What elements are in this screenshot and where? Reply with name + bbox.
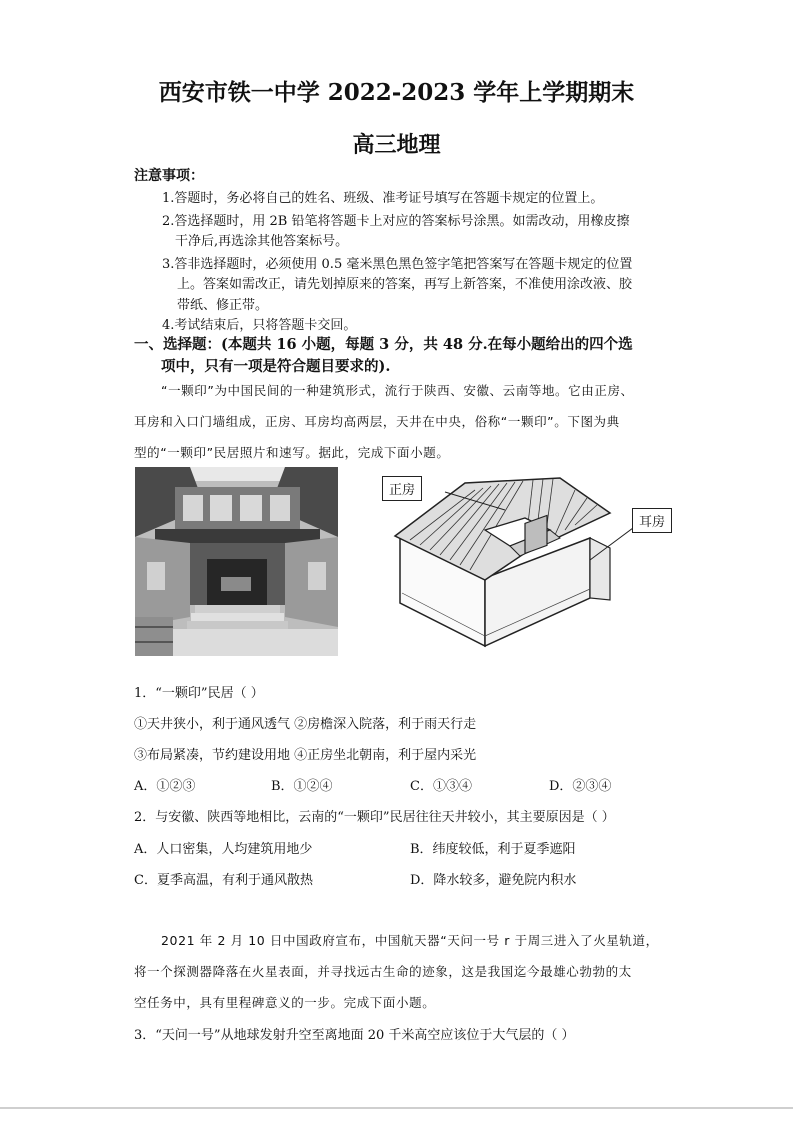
exam-title: 西安市铁一中学 2022-2023 学年上学期期末 [158,79,635,106]
passage-line: 空任务中，具有里程碑意义的一步。完成下面小题。 [134,995,436,1010]
passage-line: 型的“一颗印”民居照片和速写。据此，完成下面小题。 [134,445,450,460]
courtyard-photo [135,467,338,656]
passage-line: 将一个探测器降落在火星表面，并寻找远古生命的迹象，这是我国迄今最雄心勃勃的太 [134,964,632,979]
notice-item: 带纸、修正带。 [177,298,269,313]
question-2-stem: 2．与安徽、陕西等地相比，云南的“一颗印”民居往往天井较小，其主要原因是（ ） [134,810,615,825]
notice-item: 1.答题时，务必将自己的姓名、班级、准考证号填写在答题卡规定的位置上。 [162,191,604,206]
house-sketch-diagram [375,468,690,648]
question-1-option-b[interactable]: B．①②④ [271,779,333,794]
question-1-stem: 1．“一颗印”民居（ ） [134,686,264,701]
question-1-option-a[interactable]: A．①②③ [134,779,196,794]
question-2-option-a[interactable]: A．人口密集，人均建筑用地少 [134,842,313,857]
notice-item: 3.答非选择题时，必须使用 0.5 毫米黑色黑色签字笔把答案写在答题卡规定的位置 [162,257,633,272]
exam-subject: 高三地理 [352,132,441,158]
notice-heading: 注意事项： [134,168,204,184]
question-3-stem: 3．“天问一号”从地球发射升空至离地面 20 千米高空应该位于大气层的（ ） [134,1028,575,1043]
passage-line: 2021 年 2 月 10 日中国政府宣布，中国航天器“天问一号 r 于周三进入了火星轨道， [161,933,659,948]
passage-line: 耳房和入口门墙组成，正房、耳房均高两层，天井在中央，俗称“一颗印”。下图为典 [134,414,620,429]
passage-line: “一颗印”为中国民间的一种建筑形式，流行于陕西、安徽、云南等地。它由正房、 [161,383,634,398]
notice-item: 上。答案如需改正，请先划掉原来的答案，再写上新答案，不准使用涂改液、胶 [177,277,633,292]
label-main-room: 正房 [382,476,422,501]
question-1-option-d[interactable]: D．②③④ [549,779,612,794]
notice-item: 干净后,再选涂其他答案标号。 [175,234,349,249]
label-side-room: 耳房 [632,508,672,533]
question-1-statements: ①天井狭小，利于通风透气 ②房檐深入院落，利于雨天行走 [134,717,477,732]
question-2-option-b[interactable]: B．纬度较低，利于夏季遮阳 [410,842,576,857]
question-1-statements: ③布局紧凑，节约建设用地 ④正房坐北朝南，利于屋内采光 [134,748,477,763]
question-2-option-d[interactable]: D．降水较多，避免院内积水 [410,873,577,888]
notice-item: 4.考试结束后，只将答题卡交回。 [162,318,357,333]
section-heading: 一、选择题：(本题共 16 小题，每题 3 分，共 48 分.在每小题给出的四个选 [134,336,633,353]
question-1-option-c[interactable]: C．①③④ [410,779,472,794]
section-heading-cont: 项中，只有一项是符合题目要求的). [161,358,391,375]
page-bottom-divider [0,1107,793,1109]
question-2-option-c[interactable]: C．夏季高温，有利于通风散热 [134,873,313,888]
notice-item: 2.答选择题时，用 2B 铅笔将答题卡上对应的答案标号涂黑。如需改动，用橡皮擦 [162,214,630,229]
